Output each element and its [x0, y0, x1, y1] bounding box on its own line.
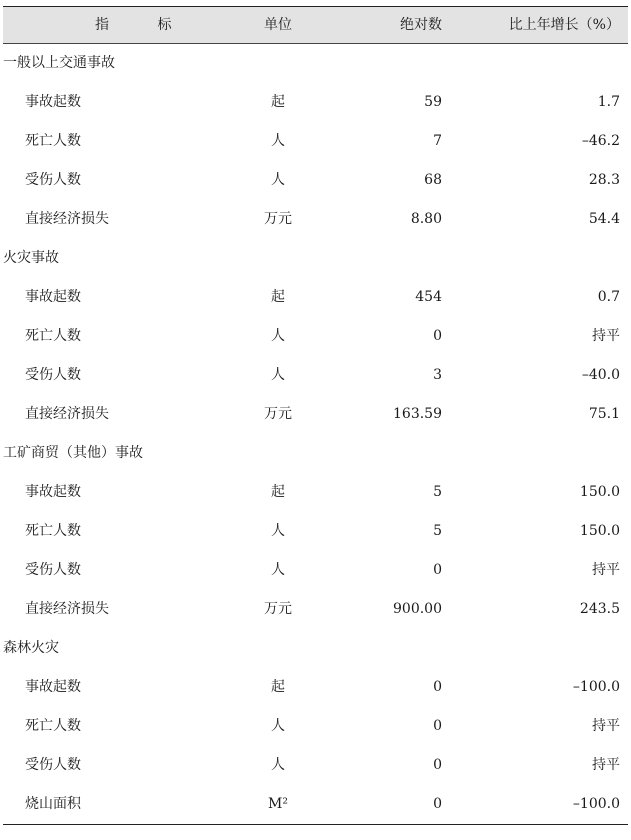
header-indicator: 指 标	[95, 17, 194, 33]
row-label: 死亡人数	[25, 523, 81, 539]
row-label: 直接经济损失	[25, 406, 109, 422]
header-unit: 单位	[264, 17, 292, 33]
row-label: 死亡人数	[25, 133, 81, 149]
row-unit: 万元	[264, 406, 292, 422]
table-row	[3, 395, 628, 434]
row-absolute: 0	[433, 718, 442, 734]
table-row	[3, 122, 628, 161]
row-absolute: 8.80	[410, 211, 442, 227]
row-unit: 起	[271, 94, 285, 110]
row-unit: M²	[268, 796, 288, 812]
row-unit: 人	[271, 523, 285, 539]
table-row	[3, 473, 628, 512]
row-change: 持平	[592, 718, 620, 734]
row-unit: 人	[271, 328, 285, 344]
statistics-table	[3, 6, 628, 825]
row-absolute: 7	[433, 133, 442, 149]
row-change: 243.5	[579, 601, 620, 617]
row-change: –100.0	[572, 679, 620, 695]
row-unit: 人	[271, 133, 285, 149]
row-label: 事故起数	[25, 289, 81, 305]
row-change: 54.4	[588, 211, 620, 227]
row-change: –40.0	[581, 367, 620, 383]
row-absolute: 3	[433, 367, 442, 383]
section-title: 一般以上交通事故	[3, 55, 115, 71]
table-row	[3, 668, 628, 707]
row-absolute: 0	[433, 796, 442, 812]
row-absolute: 0	[433, 679, 442, 695]
row-label: 直接经济损失	[25, 601, 109, 617]
table-row	[3, 746, 628, 785]
row-unit: 万元	[264, 211, 292, 227]
row-change: 75.1	[588, 406, 620, 422]
row-unit: 起	[271, 679, 285, 695]
section-heading	[3, 629, 628, 668]
row-change: –46.2	[581, 133, 620, 149]
row-absolute: 163.59	[393, 406, 442, 422]
row-unit: 人	[271, 718, 285, 734]
row-change: 0.7	[597, 289, 620, 305]
bottom-rule	[3, 824, 628, 825]
table-row	[3, 278, 628, 317]
table-body	[3, 44, 628, 824]
section-title: 火灾事故	[3, 250, 59, 266]
row-label: 死亡人数	[25, 718, 81, 734]
row-change: 150.0	[579, 523, 620, 539]
table-row	[3, 317, 628, 356]
section-heading	[3, 239, 628, 278]
table-row	[3, 785, 628, 824]
row-absolute: 68	[424, 172, 442, 188]
row-label: 事故起数	[25, 679, 81, 695]
table-row	[3, 161, 628, 200]
row-change: 持平	[592, 562, 620, 578]
table-row	[3, 707, 628, 746]
table-row	[3, 356, 628, 395]
section-heading	[3, 44, 628, 83]
row-label: 受伤人数	[25, 367, 81, 383]
row-label: 受伤人数	[25, 757, 81, 773]
row-absolute: 5	[433, 523, 442, 539]
row-absolute: 0	[433, 328, 442, 344]
row-change: 1.7	[597, 94, 620, 110]
row-unit: 起	[271, 289, 285, 305]
table-row	[3, 512, 628, 551]
section-heading	[3, 434, 628, 473]
row-label: 死亡人数	[25, 328, 81, 344]
row-unit: 人	[271, 562, 285, 578]
table-row	[3, 551, 628, 590]
row-change: –100.0	[572, 796, 620, 812]
header-change: 比上年增长（%）	[508, 17, 620, 33]
section-title: 森林火灾	[3, 640, 59, 656]
row-label: 受伤人数	[25, 562, 81, 578]
row-absolute: 454	[415, 289, 442, 305]
row-absolute: 5	[433, 484, 442, 500]
row-unit: 人	[271, 172, 285, 188]
row-absolute: 0	[433, 562, 442, 578]
row-unit: 万元	[264, 601, 292, 617]
row-change: 28.3	[588, 172, 620, 188]
row-change: 150.0	[579, 484, 620, 500]
row-unit: 起	[271, 484, 285, 500]
row-label: 直接经济损失	[25, 211, 109, 227]
table-header	[3, 6, 628, 44]
header-absolute: 绝对数	[400, 17, 442, 33]
table-row	[3, 590, 628, 629]
table-row	[3, 200, 628, 239]
row-absolute: 0	[433, 757, 442, 773]
row-label: 受伤人数	[25, 172, 81, 188]
table-row	[3, 83, 628, 122]
row-label: 事故起数	[25, 94, 81, 110]
row-label: 事故起数	[25, 484, 81, 500]
row-absolute: 59	[424, 94, 442, 110]
row-absolute: 900.00	[393, 601, 442, 617]
row-label: 烧山面积	[25, 796, 81, 812]
section-title: 工矿商贸（其他）事故	[3, 445, 143, 461]
row-unit: 人	[271, 367, 285, 383]
row-unit: 人	[271, 757, 285, 773]
row-change: 持平	[592, 328, 620, 344]
row-change: 持平	[592, 757, 620, 773]
